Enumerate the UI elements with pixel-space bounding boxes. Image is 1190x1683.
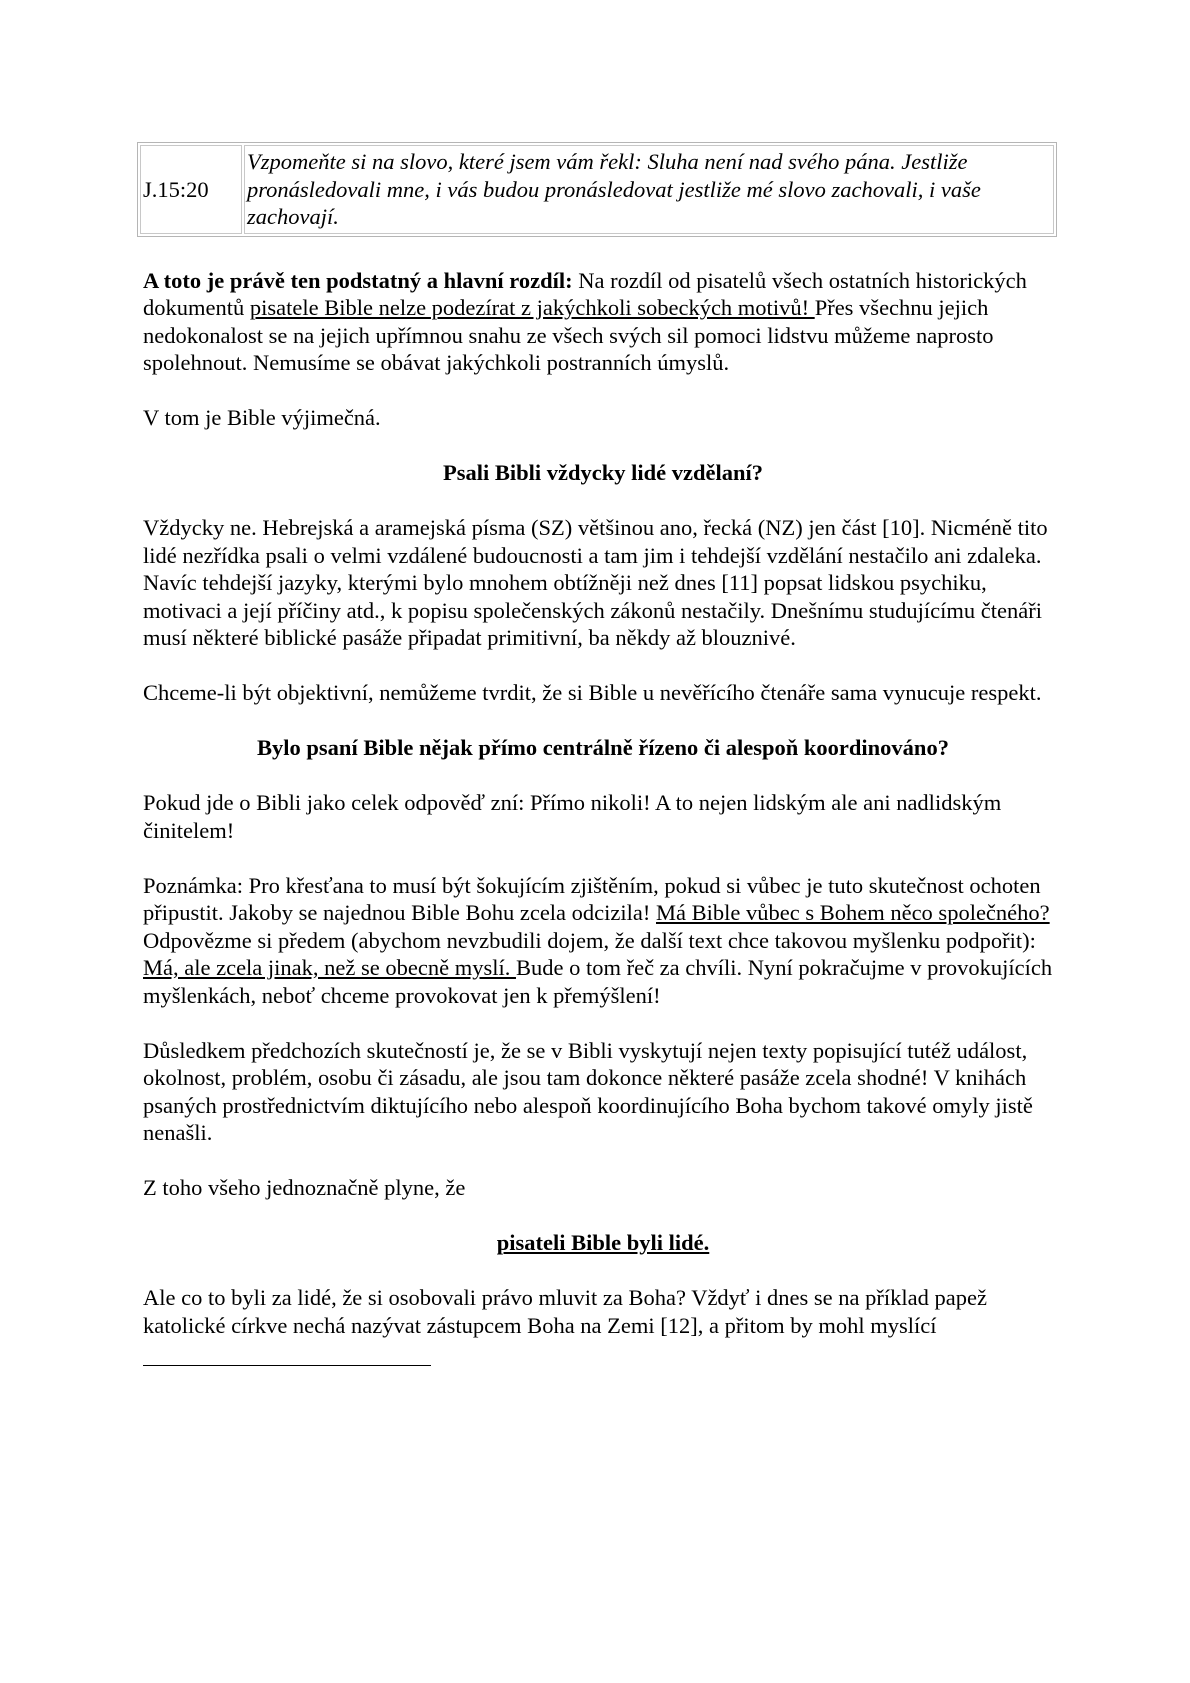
bold-lead: A toto je právě ten podstatný a hlavní rozdíl: (143, 267, 573, 293)
heading-writers-were-people (143, 1229, 1063, 1257)
underlined-question: Má Bible vůbec s Bohem něco společného? (656, 900, 1050, 925)
paragraph-note (143, 872, 1063, 1010)
paragraph-main-difference (143, 267, 1063, 377)
verse-row (140, 145, 1054, 234)
heading-coordination (143, 734, 1063, 762)
underlined-claim: pisatele Bible nelze podezírat z jakýchkoli sobeckých motivů! (249, 295, 815, 320)
text-segment: Poznámka: Pro křesťana to musí být šokujícím zjištěním, pokud si vůbec je tuto skutečnost ochoten připustit. Jakoby se najednou Bible Bohu zcela odcizila! (143, 872, 1041, 925)
text-segment: Bude o tom řeč za chvíli. Nyní pokračujme v provokujících myšlenkách, neboť chceme provokovat jen k přemýšlení! (143, 955, 1053, 1008)
footnote-separator (143, 1365, 431, 1366)
document-page (143, 142, 1063, 1366)
text-segment: Odpovězme si předem (abychom nevzbudili dojem, že další text chce takovou myšlenku podpořit): (143, 927, 1036, 953)
verse-text: Vzpomeňte si na slovo, které jsem vám řekl: Sluha není nad svého pána. Jestliže pronásledovali mne, i vás budou pronásledovat jestliže mé slovo zachovali, i vaše zachovají. (244, 145, 1054, 234)
paragraph-consequence: Důsledkem předchozích skutečností je, že se v Bibli vyskytují nejen texty popisující tutéž událost, okolnost, problém, osobu či zásadu, ale jsou tam dokonce některé pasáže zcela shodné! V knihách psaných prostřednictvím diktujícího nebo alespoň koordinujícího Boha bychom takové omyly jistě nenašli. (143, 1037, 1033, 1145)
verse-table (137, 142, 1057, 237)
verse-reference: J.15:20 (140, 145, 242, 234)
paragraph-objective: Chceme-li být objektivní, nemůžeme tvrdit, že si Bible u nevěřícího čtenáře sama vynucuje respekt. (143, 680, 1042, 705)
heading-educated-writers (143, 459, 1063, 487)
paragraph-conclusion-intro: Z toho všeho jednoznačně plyne, že (143, 1175, 466, 1200)
underlined-answer: Má, ale zcela jinak, než se obecně myslí. (143, 955, 516, 980)
heading-text: Bylo psaní Bible nějak přímo centrálně řízeno či alespoň koordinováno? (257, 735, 949, 760)
paragraph-answer: Pokud jde o Bibli jako celek odpověď zní: Přímo nikoli! A to nejen lidským ale ani nadlidským činitelem! (143, 790, 1002, 843)
paragraph-who-were-they: Ale co to byli za lidé, že si osobovali právo mluvit za Boha? Vždyť i dnes se na příklad papež katolické církve nechá nazývat zástupcem Boha na Zemi [12], a přitom by mohl myslící (143, 1285, 987, 1338)
text-segment: Na rozdíl od pisatelů všech ostatních historických dokumentů (143, 267, 1027, 320)
heading-text: Psali Bibli vždycky lidé vzdělaní? (442, 460, 764, 485)
paragraph-bible-exceptional: V tom je Bible výjimečná. (143, 405, 381, 430)
heading-text: pisateli Bible byli lidé. (496, 1230, 710, 1255)
paragraph-not-always: Vždycky ne. Hebrejská a aramejská písma (SZ) většinou ano, řecká (NZ) jen část [10]. Nicméně tito lidé nezřídka psali o velmi vzdálené budoucnosti a tam jim i tehdejší vzdělání nestačilo ani zdaleka. Navíc tehdejší jazyky, kterými bylo mnohem obtížněji než dnes [11] popsat lidskou psychiku, motivaci a její příčiny atd., k popisu společenských zákonů nestačily. Dnešnímu studujícímu čtenáři musí některé biblické pasáže připadat primitivní, ba někdy až blouznivé. (143, 515, 1048, 650)
text-segment: Přes všechnu jejich nedokonalost se na jejich upřímnou snahu ze všech svých sil pomoci lidstvu můžeme naprosto spolehnout. Nemusíme se obávat jakýchkoli postranních úmyslů. (143, 295, 994, 375)
